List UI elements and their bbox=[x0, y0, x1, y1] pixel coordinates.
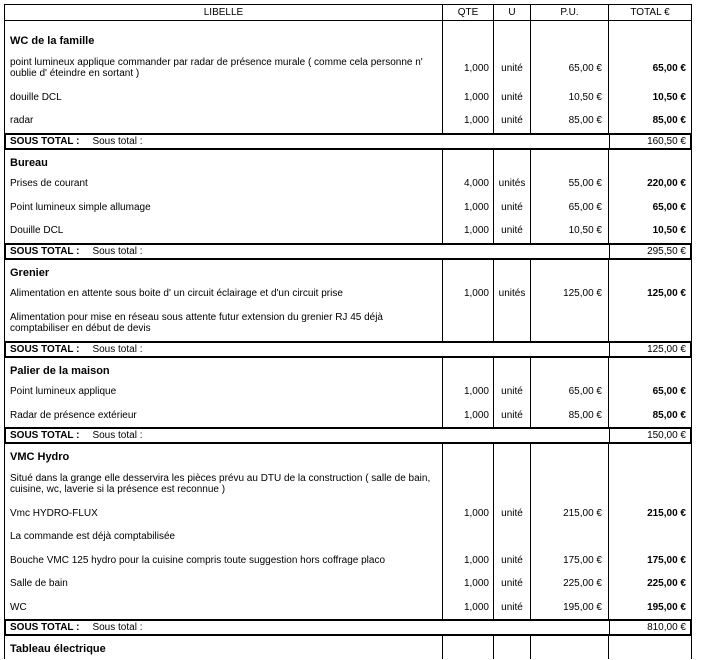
subtotal-label: SOUS TOTAL : bbox=[10, 135, 80, 147]
empty-unit-cell bbox=[494, 444, 531, 467]
empty-unit-cell bbox=[494, 358, 531, 381]
item-unit-price: 65,00 € bbox=[531, 51, 609, 86]
section-items bbox=[4, 150, 692, 243]
item-row bbox=[5, 549, 691, 573]
item-qty: 1,000 bbox=[443, 219, 494, 243]
empty-unit-cell bbox=[494, 150, 531, 173]
section-items bbox=[4, 260, 692, 341]
header-cell-pu: P.U. bbox=[531, 5, 609, 20]
item-total: 65,00 € bbox=[652, 386, 686, 398]
item-qty: 1,000 bbox=[443, 404, 494, 428]
section-items bbox=[4, 444, 692, 619]
empty-pu-cell bbox=[531, 636, 609, 659]
item-total: 195,00 € bbox=[647, 601, 686, 613]
subtotal-row bbox=[4, 427, 692, 444]
item-qty: 1,000 bbox=[443, 282, 494, 306]
item-total bbox=[609, 306, 691, 341]
item-label: point lumineux applique commander par radar de présence murale ( comme cela personne n' oublie d' éteindre en sortant ) bbox=[5, 51, 443, 86]
empty-qty-cell bbox=[443, 21, 494, 51]
item-unit: unité bbox=[494, 404, 531, 428]
item-unit: unité bbox=[494, 549, 531, 573]
section bbox=[4, 21, 692, 150]
item-unit: unité bbox=[494, 109, 531, 133]
empty-total-cell bbox=[609, 21, 691, 51]
empty-pu-cell bbox=[531, 150, 609, 173]
item-unit-price: 175,00 € bbox=[531, 549, 609, 573]
section-items bbox=[4, 636, 692, 659]
item-unit: unité bbox=[494, 86, 531, 110]
item-label: Point lumineux applique bbox=[5, 380, 443, 404]
item-label: Alimentation en attente sous boite d' un circuit éclairage et d'un circuit prise bbox=[5, 282, 443, 306]
subtotal-sublabel: Sous total : bbox=[92, 245, 143, 257]
item-row bbox=[5, 51, 691, 86]
item-label: La commande est déjà comptabilisée bbox=[5, 525, 443, 549]
item-unit-price: 85,00 € bbox=[531, 109, 609, 133]
item-qty: 1,000 bbox=[443, 572, 494, 596]
section-title-row bbox=[5, 358, 691, 381]
empty-qty-cell bbox=[443, 358, 494, 381]
item-label: radar bbox=[5, 109, 443, 133]
section-title-row bbox=[5, 21, 691, 51]
empty-pu-cell bbox=[531, 21, 609, 51]
item-unit: unité bbox=[494, 572, 531, 596]
item-label: Salle de bain bbox=[5, 572, 443, 596]
subtotal-row bbox=[4, 243, 692, 260]
subtotal-sublabel: Sous total : bbox=[92, 343, 143, 355]
subtotal-labels bbox=[6, 621, 610, 634]
empty-unit-cell bbox=[494, 260, 531, 283]
subtotal-label: SOUS TOTAL : bbox=[10, 343, 80, 355]
item-unit bbox=[494, 306, 531, 341]
item-unit: unités bbox=[494, 172, 531, 196]
section-title: Tableau électrique bbox=[5, 636, 443, 659]
item-total bbox=[609, 525, 691, 549]
item-row bbox=[5, 525, 691, 549]
empty-total-cell bbox=[609, 260, 691, 283]
subtotal-labels bbox=[6, 135, 610, 148]
subtotal-sublabel: Sous total : bbox=[92, 430, 143, 441]
item-qty: 1,000 bbox=[443, 380, 494, 404]
item-total: 125,00 € bbox=[647, 288, 686, 300]
item-qty bbox=[443, 525, 494, 549]
item-unit-price: 225,00 € bbox=[531, 572, 609, 596]
item-qty: 1,000 bbox=[443, 549, 494, 573]
item-qty: 1,000 bbox=[443, 86, 494, 110]
subtotal-labels bbox=[6, 245, 610, 258]
item-unit-price: 125,00 € bbox=[531, 282, 609, 306]
item-row bbox=[5, 467, 691, 502]
item-unit-price bbox=[531, 306, 609, 341]
section-title: Bureau bbox=[5, 150, 443, 173]
empty-unit-cell bbox=[494, 21, 531, 51]
item-row bbox=[5, 596, 691, 620]
subtotal-amount: 125,00 € bbox=[647, 343, 686, 355]
header-cell-u: U bbox=[494, 5, 531, 20]
item-label: Bouche VMC 125 hydro pour la cuisine compris toute suggestion hors coffrage placo bbox=[5, 549, 443, 573]
item-qty: 1,000 bbox=[443, 502, 494, 526]
item-qty: 1,000 bbox=[443, 196, 494, 220]
item-row bbox=[5, 172, 691, 196]
item-label: Alimentation pour mise en réseau sous attente futur extension du grenier RJ 45 déjà comptabiliser en début de devis bbox=[5, 306, 443, 341]
item-row bbox=[5, 86, 691, 110]
section bbox=[4, 358, 692, 445]
section-title: VMC Hydro bbox=[5, 444, 443, 467]
empty-qty-cell bbox=[443, 150, 494, 173]
item-total: 215,00 € bbox=[647, 507, 686, 519]
empty-total-cell bbox=[609, 636, 691, 659]
subtotal-label: SOUS TOTAL : bbox=[10, 430, 80, 441]
header-cell-libelle: LIBELLE bbox=[5, 5, 443, 20]
item-unit bbox=[494, 525, 531, 549]
empty-total-cell bbox=[609, 358, 691, 381]
item-row bbox=[5, 109, 691, 133]
item-total: 85,00 € bbox=[652, 115, 686, 127]
item-unit-price bbox=[531, 525, 609, 549]
subtotal-row bbox=[4, 341, 692, 358]
empty-unit-cell bbox=[494, 636, 531, 659]
section-title-row bbox=[5, 444, 691, 467]
table-body bbox=[4, 21, 692, 659]
item-unit-price: 55,00 € bbox=[531, 172, 609, 196]
item-label: Vmc HYDRO-FLUX bbox=[5, 502, 443, 526]
item-qty bbox=[443, 306, 494, 341]
item-unit-price: 215,00 € bbox=[531, 502, 609, 526]
section-title: Palier de la maison bbox=[5, 358, 443, 381]
item-row bbox=[5, 219, 691, 243]
item-total: 225,00 € bbox=[647, 578, 686, 590]
subtotal-row bbox=[4, 133, 692, 150]
item-label: Prises de courant bbox=[5, 172, 443, 196]
subtotal-amount: 150,00 € bbox=[647, 430, 686, 441]
item-unit bbox=[494, 467, 531, 502]
subtotal-row bbox=[4, 619, 692, 636]
subtotal-label: SOUS TOTAL : bbox=[10, 245, 80, 257]
item-row bbox=[5, 306, 691, 341]
item-label: Radar de présence extérieur bbox=[5, 404, 443, 428]
item-row bbox=[5, 502, 691, 526]
empty-total-cell bbox=[609, 444, 691, 467]
header-cell-qte: QTE bbox=[443, 5, 494, 20]
item-qty: 1,000 bbox=[443, 109, 494, 133]
item-unit-price: 195,00 € bbox=[531, 596, 609, 620]
item-total bbox=[609, 467, 691, 502]
item-unit: unités bbox=[494, 282, 531, 306]
item-total: 65,00 € bbox=[652, 201, 686, 213]
item-qty: 4,000 bbox=[443, 172, 494, 196]
item-label: douille DCL bbox=[5, 86, 443, 110]
item-qty: 1,000 bbox=[443, 596, 494, 620]
item-qty bbox=[443, 467, 494, 502]
section-title-row bbox=[5, 636, 691, 659]
item-total: 220,00 € bbox=[647, 178, 686, 190]
section-items bbox=[4, 21, 692, 133]
item-label: Douille DCL bbox=[5, 219, 443, 243]
empty-pu-cell bbox=[531, 358, 609, 381]
item-total: 85,00 € bbox=[652, 409, 686, 421]
item-total: 10,50 € bbox=[652, 91, 686, 103]
section bbox=[4, 636, 692, 659]
item-unit-price: 65,00 € bbox=[531, 196, 609, 220]
item-unit: unité bbox=[494, 502, 531, 526]
section-title: Grenier bbox=[5, 260, 443, 283]
empty-qty-cell bbox=[443, 260, 494, 283]
item-unit-price: 65,00 € bbox=[531, 380, 609, 404]
table-header-row bbox=[4, 4, 692, 21]
header-cell-total: TOTAL € bbox=[630, 7, 670, 18]
section bbox=[4, 260, 692, 358]
item-unit: unité bbox=[494, 596, 531, 620]
item-row bbox=[5, 380, 691, 404]
item-label: Situé dans la grange elle desservira les pièces prévu au DTU de la construction ( salle de bain, cuisine, wc, laverie si la présence est reconnue ) bbox=[5, 467, 443, 502]
subtotal-sublabel: Sous total : bbox=[92, 622, 143, 633]
subtotal-amount: 810,00 € bbox=[647, 622, 686, 633]
section bbox=[4, 444, 692, 636]
subtotal-label: SOUS TOTAL : bbox=[10, 622, 80, 633]
subtotal-amount: 295,50 € bbox=[647, 245, 686, 257]
item-row bbox=[5, 282, 691, 306]
section-title-row bbox=[5, 150, 691, 173]
empty-qty-cell bbox=[443, 444, 494, 467]
item-row bbox=[5, 572, 691, 596]
item-unit: unité bbox=[494, 219, 531, 243]
item-label: Point lumineux simple allumage bbox=[5, 196, 443, 220]
section bbox=[4, 150, 692, 260]
empty-pu-cell bbox=[531, 260, 609, 283]
item-label: WC bbox=[5, 596, 443, 620]
subtotal-labels bbox=[6, 343, 610, 356]
subtotal-labels bbox=[6, 429, 610, 442]
item-unit: unité bbox=[494, 380, 531, 404]
section-title-row bbox=[5, 260, 691, 283]
item-unit-price: 85,00 € bbox=[531, 404, 609, 428]
section-items bbox=[4, 358, 692, 428]
empty-total-cell bbox=[609, 150, 691, 173]
item-unit-price: 10,50 € bbox=[531, 219, 609, 243]
section-title: WC de la famille bbox=[5, 21, 443, 51]
item-unit-price: 10,50 € bbox=[531, 86, 609, 110]
item-total: 175,00 € bbox=[647, 554, 686, 566]
item-row bbox=[5, 196, 691, 220]
empty-qty-cell bbox=[443, 636, 494, 659]
quote-table bbox=[4, 4, 692, 659]
subtotal-amount: 160,50 € bbox=[647, 135, 686, 147]
item-unit: unité bbox=[494, 51, 531, 86]
item-row bbox=[5, 404, 691, 428]
item-total: 65,00 € bbox=[652, 62, 686, 74]
item-qty: 1,000 bbox=[443, 51, 494, 86]
empty-pu-cell bbox=[531, 444, 609, 467]
subtotal-sublabel: Sous total : bbox=[92, 135, 143, 147]
item-total: 10,50 € bbox=[652, 225, 686, 237]
item-unit: unité bbox=[494, 196, 531, 220]
item-unit-price bbox=[531, 467, 609, 502]
